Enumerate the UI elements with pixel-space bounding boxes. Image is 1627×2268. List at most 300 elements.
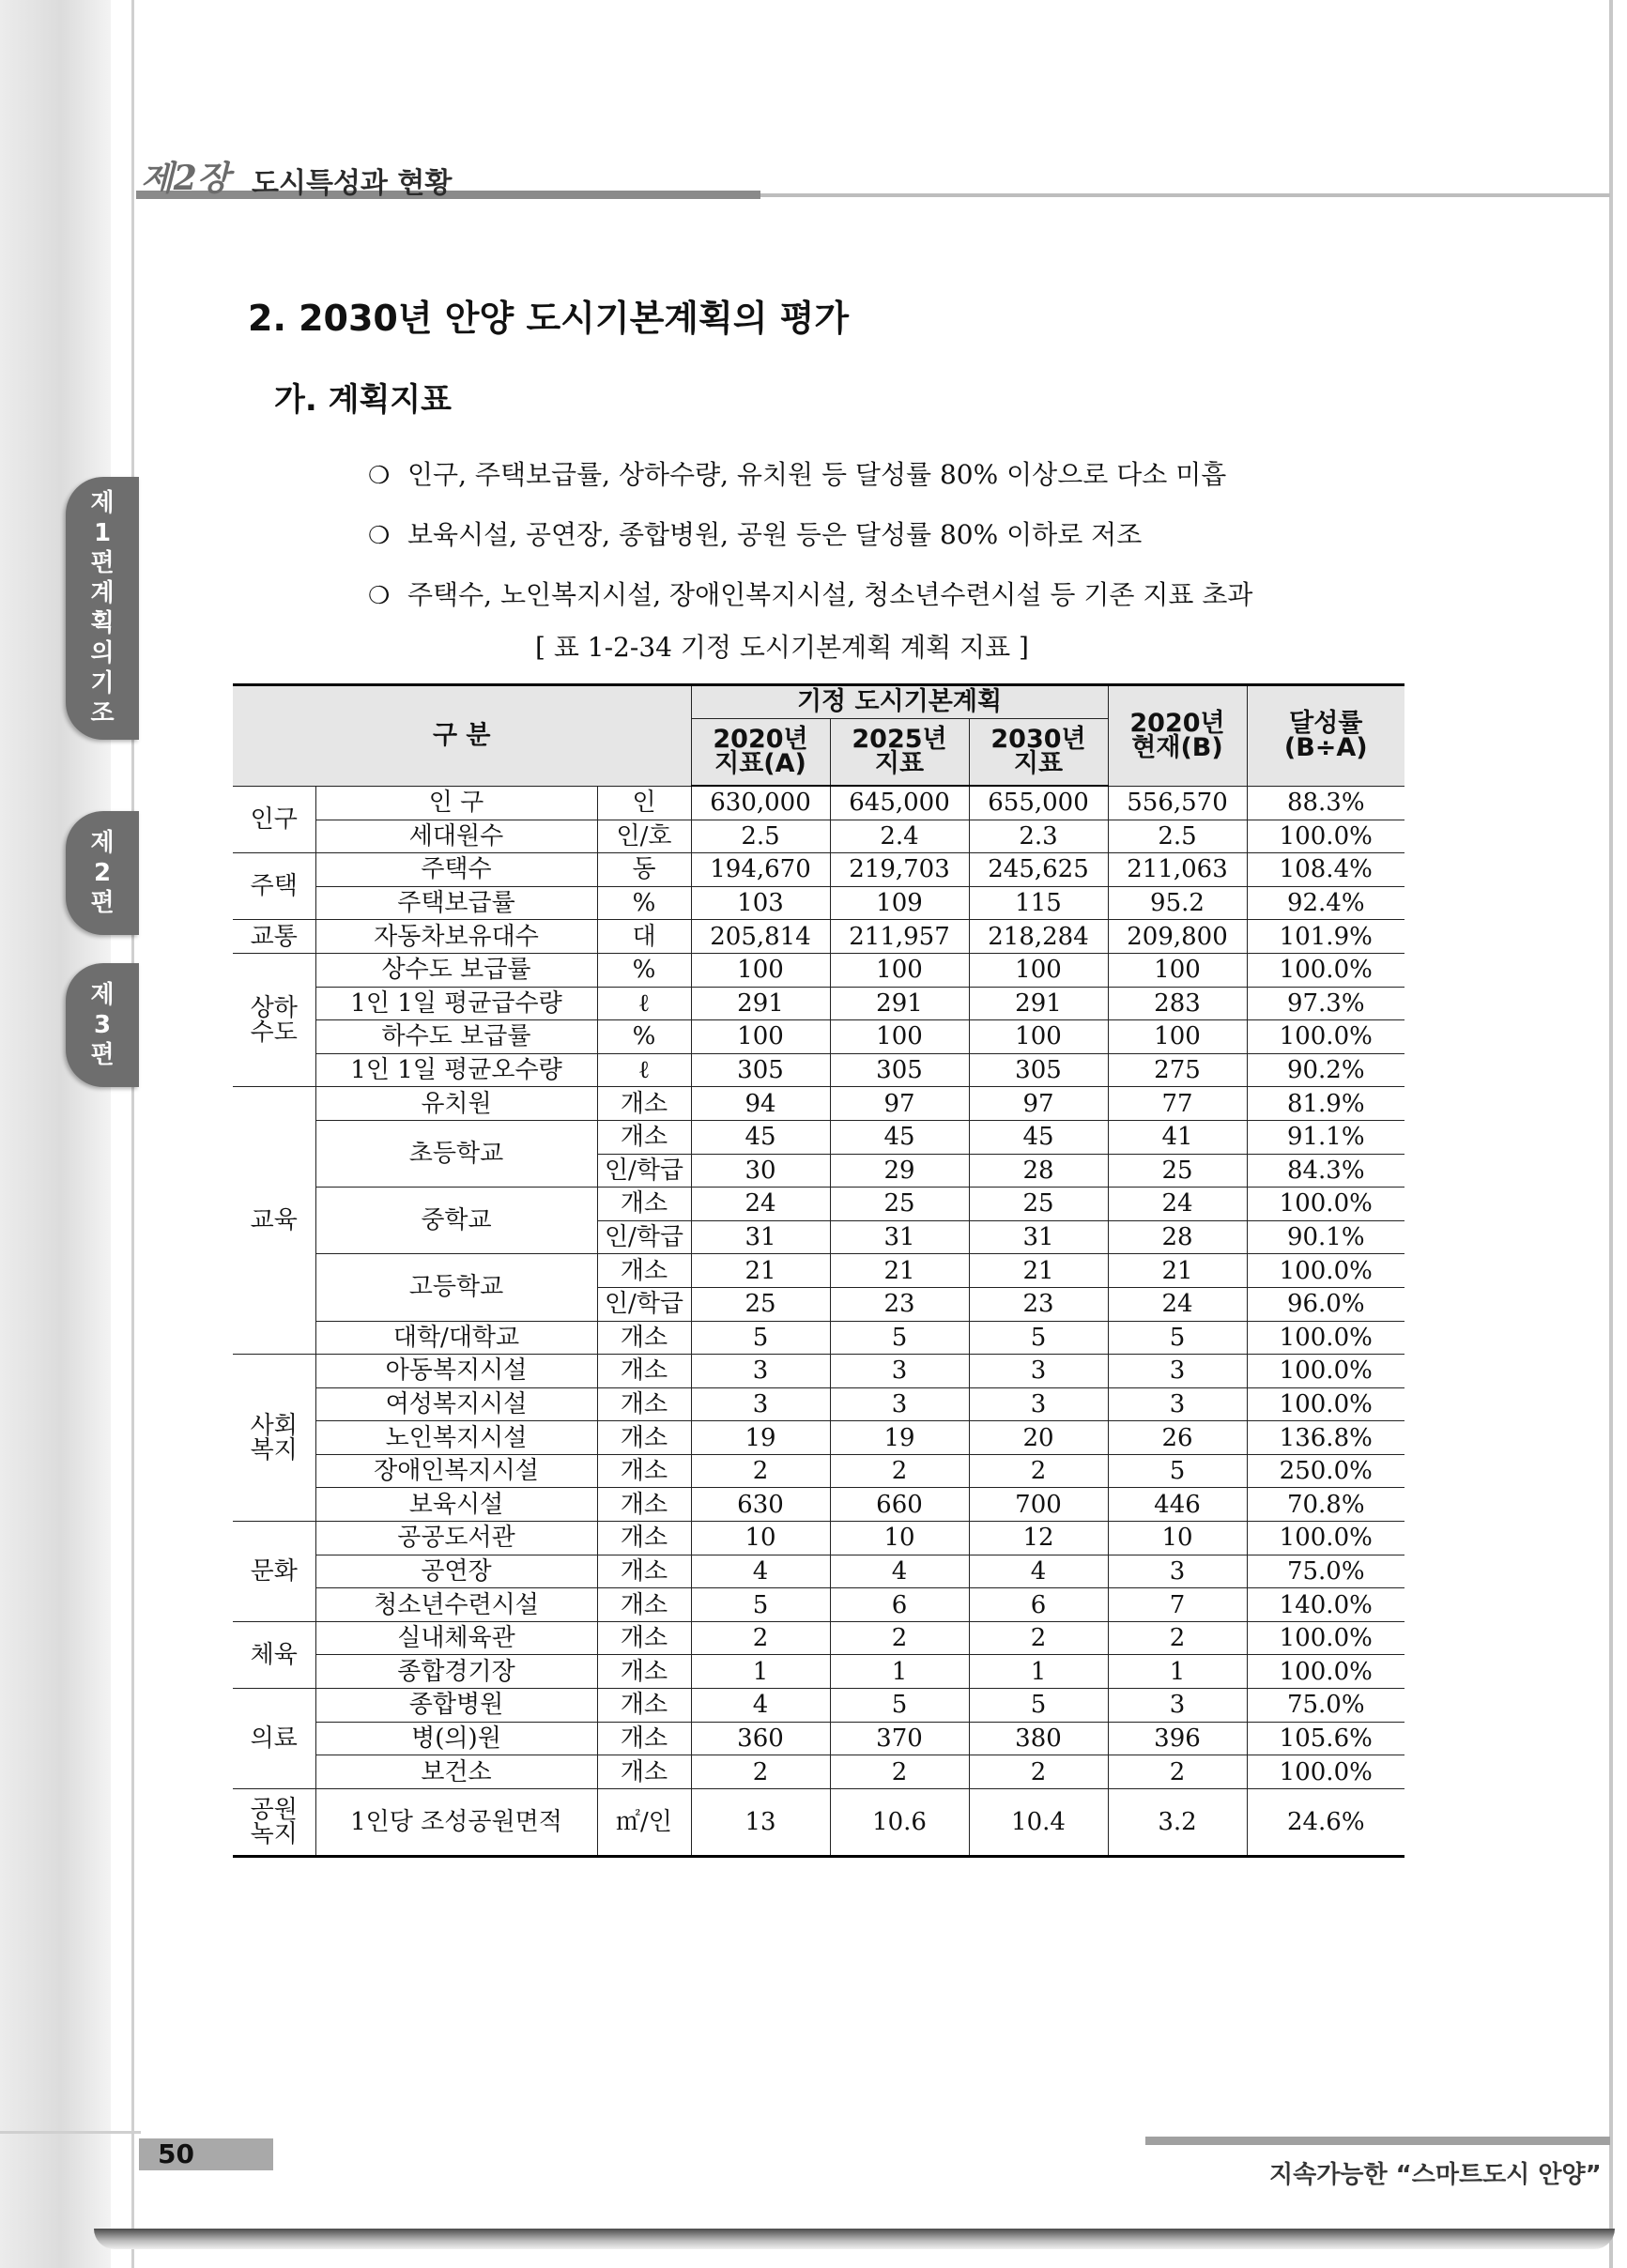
rate-cell: 100.0%: [1247, 1655, 1404, 1689]
bullet-item: [368, 575, 1252, 612]
value-cell: 5: [969, 1321, 1108, 1355]
header-line: 지표(A): [714, 749, 806, 778]
page-number: 50: [158, 2138, 194, 2169]
header-line: 2030년: [990, 725, 1086, 754]
group-label: 인구: [233, 786, 315, 853]
bottom-strip-line: [0, 2131, 141, 2134]
group-label: 교육: [233, 1087, 315, 1355]
value-cell: 219,703: [830, 853, 969, 887]
value-cell: 28: [1108, 1220, 1247, 1254]
rate-cell: 105.6%: [1247, 1722, 1404, 1755]
unit-cell: 개소: [597, 1387, 691, 1421]
value-cell: 2: [691, 1454, 830, 1488]
tab-char: 2: [93, 859, 112, 887]
value-cell: 4: [969, 1555, 1108, 1588]
value-cell: 2: [830, 1454, 969, 1488]
value-cell: 21: [969, 1254, 1108, 1288]
rate-cell: 100.0%: [1247, 1355, 1404, 1388]
group-line: 복지: [250, 1435, 298, 1464]
value-cell: 305: [969, 1053, 1108, 1087]
value-cell: 1: [691, 1655, 830, 1689]
unit-cell: 인/학급: [597, 1154, 691, 1188]
item-cell: 하수도 보급률: [315, 1020, 597, 1054]
footer-rule: [1145, 2137, 1610, 2145]
group-label: 문화: [233, 1522, 315, 1622]
value-cell: 3: [830, 1355, 969, 1388]
group-label: 주택: [233, 853, 315, 920]
item-cell: 보건소: [315, 1755, 597, 1789]
value-cell: 24: [1108, 1188, 1247, 1221]
rate-cell: 90.1%: [1247, 1220, 1404, 1254]
rate-cell: 70.8%: [1247, 1488, 1404, 1522]
header-2020: [691, 719, 830, 787]
value-cell: 100: [691, 1020, 830, 1054]
value-cell: 4: [691, 1689, 830, 1723]
value-cell: 100: [830, 1020, 969, 1054]
unit-cell: ℓ: [597, 1053, 691, 1087]
value-cell: 218,284: [969, 920, 1108, 954]
value-cell: 2: [1108, 1755, 1247, 1789]
item-cell: 상수도 보급률: [315, 953, 597, 987]
value-cell: 3: [1108, 1689, 1247, 1723]
value-cell: 3: [969, 1387, 1108, 1421]
value-cell: 283: [1108, 987, 1247, 1020]
tab-char: 편: [90, 889, 115, 917]
unit-cell: 개소: [597, 1355, 691, 1388]
rate-cell: 108.4%: [1247, 853, 1404, 887]
group-label: [233, 953, 315, 1086]
value-cell: 645,000: [830, 786, 969, 820]
value-cell: 205,814: [691, 920, 830, 954]
value-cell: 1: [969, 1655, 1108, 1689]
value-cell: 556,570: [1108, 786, 1247, 820]
header-2030: [969, 719, 1108, 787]
unit-cell: 개소: [597, 1087, 691, 1121]
value-cell: 2.3: [969, 820, 1108, 853]
item-cell: 종합경기장: [315, 1655, 597, 1689]
item-cell: 1인 1일 평균오수량: [315, 1053, 597, 1087]
unit-cell: 개소: [597, 1321, 691, 1355]
table-row: [233, 987, 1404, 1020]
tab-char: 획: [90, 609, 115, 637]
item-cell: 실내체육관: [315, 1621, 597, 1655]
table-row: [233, 1621, 1404, 1655]
value-cell: 2: [969, 1621, 1108, 1655]
table-row: [233, 1053, 1404, 1087]
value-cell: 4: [830, 1555, 969, 1588]
bullet-circle-icon: ❍: [368, 522, 391, 550]
table-row: [233, 1254, 1404, 1288]
unit-cell: %: [597, 953, 691, 987]
group-label: [233, 1355, 315, 1522]
value-cell: 45: [969, 1120, 1108, 1154]
value-cell: 4: [691, 1555, 830, 1588]
unit-cell: 인: [597, 786, 691, 820]
group-label: 체육: [233, 1621, 315, 1688]
group-line: 상하: [250, 993, 298, 1022]
rate-cell: 250.0%: [1247, 1454, 1404, 1488]
value-cell: 245,625: [969, 853, 1108, 887]
value-cell: 10: [691, 1522, 830, 1555]
value-cell: 2: [1108, 1621, 1247, 1655]
tab-char: 제: [90, 489, 115, 517]
rate-cell: 100.0%: [1247, 1522, 1404, 1555]
rate-cell: 90.2%: [1247, 1053, 1404, 1087]
value-cell: 31: [830, 1220, 969, 1254]
unit-cell: 개소: [597, 1188, 691, 1221]
header-category: 구 분: [233, 685, 691, 787]
header-plan-group: 기정 도시기본계획: [691, 685, 1108, 719]
rate-cell: 100.0%: [1247, 1020, 1404, 1054]
unit-cell: 인/학급: [597, 1287, 691, 1321]
value-cell: 10.6: [830, 1788, 969, 1856]
unit-cell: 개소: [597, 1522, 691, 1555]
table-row: [233, 1788, 1404, 1856]
value-cell: 25: [691, 1287, 830, 1321]
value-cell: 10: [1108, 1522, 1247, 1555]
bullet-text: 주택수, 노인복지시설, 장애인복지시설, 청소년수련시설 등 기존 지표 초과: [407, 579, 1253, 610]
unit-cell: 대: [597, 920, 691, 954]
table-row: [233, 1454, 1404, 1488]
group-label: [233, 1788, 315, 1856]
table-row: [233, 1689, 1404, 1723]
value-cell: 2: [969, 1454, 1108, 1488]
rate-cell: 140.0%: [1247, 1588, 1404, 1622]
value-cell: 360: [691, 1722, 830, 1755]
table-row: [233, 1421, 1404, 1455]
value-cell: 97: [969, 1087, 1108, 1121]
item-cell: 공공도서관: [315, 1522, 597, 1555]
header-line: 2020년: [1129, 708, 1225, 738]
value-cell: 3: [969, 1355, 1108, 1388]
bullet-text: 보육시설, 공연장, 종합병원, 공원 등은 달성률 80% 이하로 저조: [407, 519, 1143, 550]
value-cell: 24: [691, 1188, 830, 1221]
value-cell: 100: [1108, 1020, 1247, 1054]
value-cell: 21: [1108, 1254, 1247, 1288]
value-cell: 41: [1108, 1120, 1247, 1154]
value-cell: 5: [691, 1321, 830, 1355]
value-cell: 5: [969, 1689, 1108, 1723]
unit-cell: 인/학급: [597, 1220, 691, 1254]
tab-char: 의: [90, 639, 115, 667]
item-cell: 청소년수련시설: [315, 1588, 597, 1622]
value-cell: 446: [1108, 1488, 1247, 1522]
unit-cell: 개소: [597, 1488, 691, 1522]
group-line: 공원: [250, 1795, 298, 1824]
value-cell: 28: [969, 1154, 1108, 1188]
group-line: 녹지: [250, 1819, 298, 1848]
value-cell: 97: [830, 1087, 969, 1121]
rate-cell: 75.0%: [1247, 1555, 1404, 1588]
value-cell: 3.2: [1108, 1788, 1247, 1856]
table-row: [233, 1522, 1404, 1555]
unit-cell: 동: [597, 853, 691, 887]
value-cell: 45: [830, 1120, 969, 1154]
value-cell: 13: [691, 1788, 830, 1856]
value-cell: 6: [830, 1588, 969, 1622]
value-cell: 100: [969, 953, 1108, 987]
value-cell: 45: [691, 1120, 830, 1154]
value-cell: 31: [691, 1220, 830, 1254]
table-row: [233, 786, 1404, 820]
value-cell: 305: [830, 1053, 969, 1087]
rate-cell: 101.9%: [1247, 920, 1404, 954]
value-cell: 31: [969, 1220, 1108, 1254]
value-cell: 396: [1108, 1722, 1247, 1755]
rate-cell: 75.0%: [1247, 1689, 1404, 1723]
tab-char: 제: [90, 829, 115, 857]
unit-cell: 개소: [597, 1755, 691, 1789]
unit-cell: 개소: [597, 1120, 691, 1154]
value-cell: 5: [1108, 1454, 1247, 1488]
item-cell: 아동복지시설: [315, 1355, 597, 1388]
value-cell: 100: [969, 1020, 1108, 1054]
unit-cell: 개소: [597, 1421, 691, 1455]
unit-cell: ㎡/인: [597, 1788, 691, 1856]
table-row: [233, 1588, 1404, 1622]
value-cell: 103: [691, 886, 830, 920]
value-cell: 1: [830, 1655, 969, 1689]
value-cell: 211,957: [830, 920, 969, 954]
unit-cell: 개소: [597, 1655, 691, 1689]
item-cell: 세대원수: [315, 820, 597, 853]
table-row: [233, 1120, 1404, 1154]
group-line: 사회: [250, 1411, 298, 1440]
side-tab-part-1[interactable]: [66, 477, 139, 740]
planning-indicators-table: [233, 683, 1404, 1858]
rate-cell: 100.0%: [1247, 1254, 1404, 1288]
item-cell: 주택보급률: [315, 886, 597, 920]
value-cell: 109: [830, 886, 969, 920]
tab-char: 제: [90, 981, 115, 1009]
value-cell: 2: [969, 1755, 1108, 1789]
value-cell: 5: [691, 1588, 830, 1622]
table-row: [233, 853, 1404, 887]
table-row: [233, 1321, 1404, 1355]
item-cell: 1인 1일 평균급수량: [315, 987, 597, 1020]
section-title: 2. 2030년 안양 도시기본계획의 평가: [248, 298, 850, 339]
subsection-title: 가. 계획지표: [274, 381, 452, 419]
bullet-circle-icon: ❍: [368, 462, 391, 490]
value-cell: 3: [1108, 1555, 1247, 1588]
table-row: [233, 1188, 1404, 1221]
table-row: [233, 1755, 1404, 1789]
rate-cell: 136.8%: [1247, 1421, 1404, 1455]
rate-cell: 100.0%: [1247, 1387, 1404, 1421]
value-cell: 370: [830, 1722, 969, 1755]
value-cell: 3: [1108, 1355, 1247, 1388]
item-cell: 노인복지시설: [315, 1421, 597, 1455]
unit-cell: 인/호: [597, 820, 691, 853]
side-tab-part-3[interactable]: [66, 963, 139, 1087]
value-cell: 660: [830, 1488, 969, 1522]
item-cell: 중학교: [315, 1188, 597, 1254]
rate-cell: 96.0%: [1247, 1287, 1404, 1321]
item-cell: 고등학교: [315, 1254, 597, 1321]
value-cell: 20: [969, 1421, 1108, 1455]
margin-line: [131, 0, 134, 2268]
value-cell: 1: [1108, 1655, 1247, 1689]
value-cell: 30: [691, 1154, 830, 1188]
item-cell: 1인당 조성공원면적: [315, 1788, 597, 1856]
table-row: [233, 1655, 1404, 1689]
table-row: [233, 1387, 1404, 1421]
value-cell: 655,000: [969, 786, 1108, 820]
table-row: [233, 1555, 1404, 1588]
tab-char: 편: [90, 549, 115, 577]
value-cell: 700: [969, 1488, 1108, 1522]
unit-cell: 개소: [597, 1689, 691, 1723]
rate-cell: 100.0%: [1247, 953, 1404, 987]
footer-slogan: 지속가능한 “스마트도시 안양”: [1269, 2161, 1602, 2189]
value-cell: 25: [1108, 1154, 1247, 1188]
rate-cell: 84.3%: [1247, 1154, 1404, 1188]
header-line: (B÷A): [1283, 732, 1368, 762]
value-cell: 95.2: [1108, 886, 1247, 920]
value-cell: 2.5: [1108, 820, 1247, 853]
value-cell: 29: [830, 1154, 969, 1188]
unit-cell: 개소: [597, 1555, 691, 1588]
item-cell: 대학/대학교: [315, 1321, 597, 1355]
value-cell: 23: [969, 1287, 1108, 1321]
header-line: 2025년: [852, 725, 947, 754]
value-cell: 25: [969, 1188, 1108, 1221]
rate-cell: 100.0%: [1247, 820, 1404, 853]
value-cell: 3: [830, 1387, 969, 1421]
value-cell: 25: [830, 1188, 969, 1221]
bullet-item: [368, 514, 1142, 552]
value-cell: 5: [830, 1321, 969, 1355]
value-cell: 2.4: [830, 820, 969, 853]
bullet-text: 인구, 주택보급률, 상하수량, 유치원 등 달성률 80% 이상으로 다소 미흡: [407, 459, 1227, 490]
value-cell: 291: [691, 987, 830, 1020]
rate-cell: 97.3%: [1247, 987, 1404, 1020]
value-cell: 2: [691, 1621, 830, 1655]
item-cell: 보육시설: [315, 1488, 597, 1522]
value-cell: 23: [830, 1287, 969, 1321]
value-cell: 3: [691, 1387, 830, 1421]
table-row: [233, 1020, 1404, 1054]
value-cell: 2: [830, 1621, 969, 1655]
chapter-label: 제2장: [141, 159, 230, 198]
unit-cell: 개소: [597, 1454, 691, 1488]
group-line: 수도: [250, 1018, 298, 1047]
item-cell: 초등학교: [315, 1120, 597, 1187]
unit-cell: ℓ: [597, 987, 691, 1020]
value-cell: 275: [1108, 1053, 1247, 1087]
value-cell: 24: [1108, 1287, 1247, 1321]
item-cell: 자동차보유대수: [315, 920, 597, 954]
item-cell: 유치원: [315, 1087, 597, 1121]
unit-cell: 개소: [597, 1254, 691, 1288]
page-bottom-shadow: [94, 2229, 1615, 2249]
header-line: 현재(B): [1131, 732, 1223, 762]
table-row: [233, 886, 1404, 920]
value-cell: 21: [830, 1254, 969, 1288]
side-tab-part-2[interactable]: [66, 811, 139, 935]
tab-char: 3: [93, 1011, 112, 1039]
unit-cell: %: [597, 886, 691, 920]
value-cell: 19: [830, 1421, 969, 1455]
rate-cell: 100.0%: [1247, 1755, 1404, 1789]
header-2025: [830, 719, 969, 787]
page-binding-edge: [0, 0, 111, 2268]
rate-cell: 100.0%: [1247, 1321, 1404, 1355]
header-line: 지표: [874, 749, 925, 778]
value-cell: 19: [691, 1421, 830, 1455]
value-cell: 5: [1108, 1321, 1247, 1355]
group-label: 교통: [233, 920, 315, 954]
value-cell: 630: [691, 1488, 830, 1522]
header-line: 달성률: [1289, 708, 1363, 738]
table-row: [233, 1355, 1404, 1388]
table-row: [233, 953, 1404, 987]
value-cell: 291: [969, 987, 1108, 1020]
value-cell: 100: [830, 953, 969, 987]
item-cell: 공연장: [315, 1555, 597, 1588]
value-cell: 6: [969, 1588, 1108, 1622]
value-cell: 26: [1108, 1421, 1247, 1455]
value-cell: 21: [691, 1254, 830, 1288]
unit-cell: 개소: [597, 1621, 691, 1655]
rate-cell: 88.3%: [1247, 786, 1404, 820]
value-cell: 194,670: [691, 853, 830, 887]
value-cell: 291: [830, 987, 969, 1020]
unit-cell: 개소: [597, 1722, 691, 1755]
value-cell: 77: [1108, 1087, 1247, 1121]
value-cell: 5: [830, 1689, 969, 1723]
value-cell: 211,063: [1108, 853, 1247, 887]
rate-cell: 24.6%: [1247, 1788, 1404, 1856]
value-cell: 3: [1108, 1387, 1247, 1421]
table-row: [233, 1722, 1404, 1755]
rate-cell: 81.9%: [1247, 1087, 1404, 1121]
value-cell: 380: [969, 1722, 1108, 1755]
value-cell: 115: [969, 886, 1108, 920]
table-row: [233, 920, 1404, 954]
value-cell: 3: [691, 1355, 830, 1388]
table-row: [233, 820, 1404, 853]
group-label: 의료: [233, 1689, 315, 1789]
item-cell: 주택수: [315, 853, 597, 887]
table-row: [233, 1488, 1404, 1522]
value-cell: 209,800: [1108, 920, 1247, 954]
value-cell: 100: [691, 953, 830, 987]
tab-char: 1: [93, 519, 112, 547]
value-cell: 100: [1108, 953, 1247, 987]
value-cell: 305: [691, 1053, 830, 1087]
item-cell: 병(의)원: [315, 1722, 597, 1755]
tab-char: 계: [90, 579, 115, 607]
header-line: 지표: [1013, 749, 1064, 778]
value-cell: 630,000: [691, 786, 830, 820]
value-cell: 10.4: [969, 1788, 1108, 1856]
unit-cell: %: [597, 1020, 691, 1054]
value-cell: 7: [1108, 1588, 1247, 1622]
bullet-item: [368, 454, 1226, 492]
item-cell: 여성복지시설: [315, 1387, 597, 1421]
value-cell: 12: [969, 1522, 1108, 1555]
bullet-circle-icon: ❍: [368, 582, 391, 610]
value-cell: 2.5: [691, 820, 830, 853]
table-caption: [ 표 1-2-34 기정 도시기본계획 계획 지표 ]: [535, 632, 1029, 663]
chapter-name: 도시특성과 현황: [252, 167, 453, 200]
rate-cell: 100.0%: [1247, 1188, 1404, 1221]
unit-cell: 개소: [597, 1588, 691, 1622]
table-row: [233, 1087, 1404, 1121]
right-edge-line: [1609, 0, 1613, 2268]
value-cell: 94: [691, 1087, 830, 1121]
